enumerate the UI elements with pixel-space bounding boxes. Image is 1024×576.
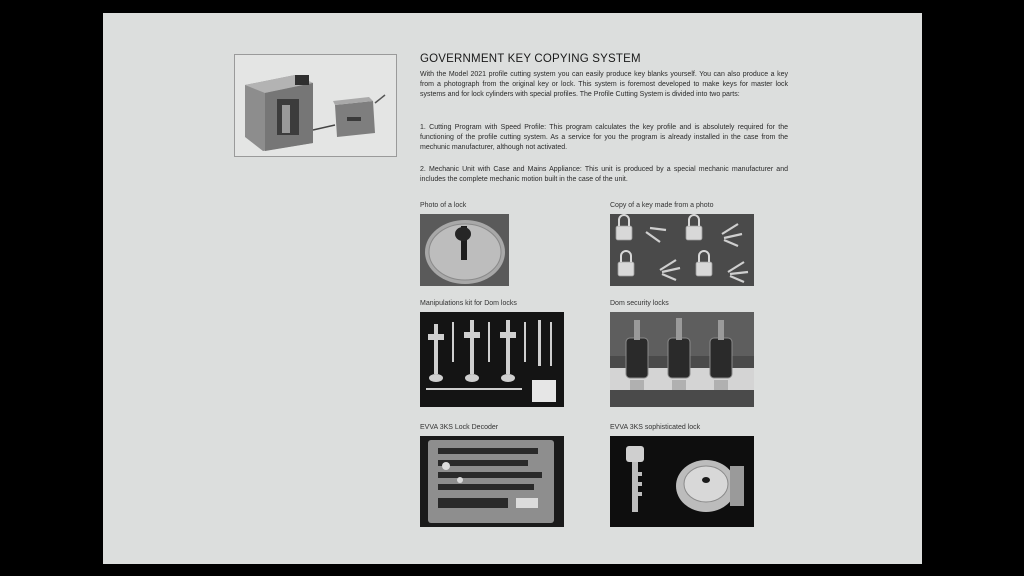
lock-photo xyxy=(420,214,509,286)
machine-photo xyxy=(234,54,397,157)
caption-copy-of-key: Copy of a key made from a photo xyxy=(610,202,714,209)
page-title: GOVERNMENT KEY COPYING SYSTEM xyxy=(420,53,641,65)
intro-paragraph: With the Model 2021 profile cutting system you can easily produce key blanks yourself. You can also produce a key from a photograph from the original key or lock. This system is foremost developed to make keys for master lock systems and for lock cylinders with special profiles. The Profile Cutting System is divided into two parts: xyxy=(420,71,788,98)
part-one-paragraph: 1. Cutting Program with Speed Profile: This program calculates the key profile and is absolutely required for the functioning of the profile cutting system. As a service for you the program is already installed in the case from the mechunic manufacturer, although not activated. xyxy=(420,124,788,151)
caption-manipulations-kit: Manipulations kit for Dom locks xyxy=(420,300,517,307)
manipulations-kit-photo xyxy=(420,312,564,407)
caption-dom-security: Dom security locks xyxy=(610,300,669,307)
evva-lock-photo xyxy=(610,436,754,527)
document-page xyxy=(103,13,922,564)
key-copies-photo xyxy=(610,214,754,286)
evva-decoder-photo xyxy=(420,436,564,527)
caption-evva-decoder: EVVA 3KS Lock Decoder xyxy=(420,424,499,431)
part-two-paragraph: 2. Mechanic Unit with Case and Mains Appliance: This unit is produced by a special mechanic manufacturer and includes the complete mechanic motion built in the case of the unit. xyxy=(420,166,788,183)
caption-evva-lock: EVVA 3KS sophisticated lock xyxy=(610,424,701,431)
dom-security-photo xyxy=(610,312,754,407)
caption-photo-of-lock: Photo of a lock xyxy=(420,202,467,209)
